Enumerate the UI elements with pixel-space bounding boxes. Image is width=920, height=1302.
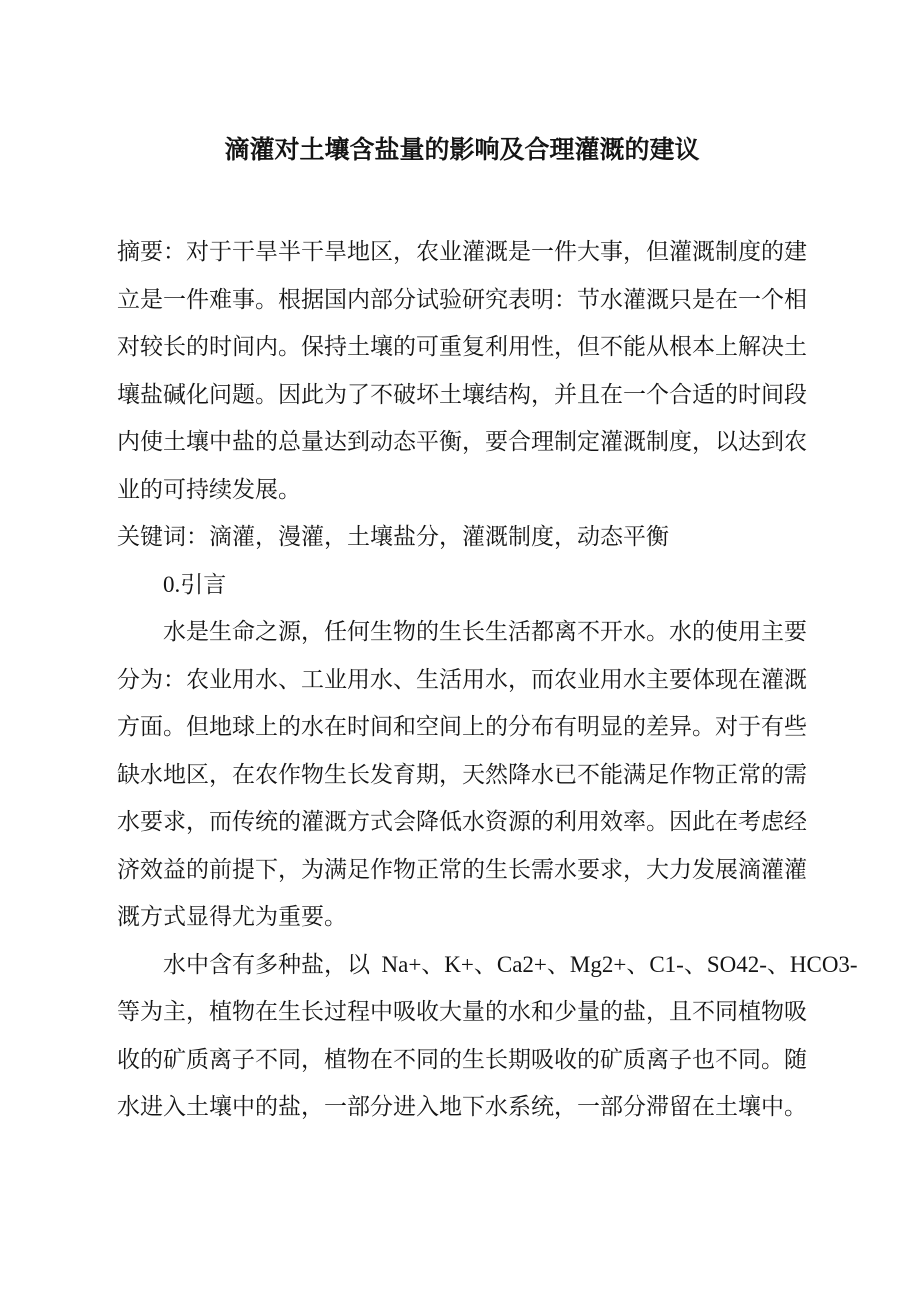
text-line: 方面。但地球上的水在时间和空间上的分布有明显的差异。对于有些 (117, 714, 807, 739)
text-line: 壤盐碱化问题。因此为了不破坏土壤结构，并且在一个合适的时间段 (117, 381, 807, 407)
text-line: 立是一件难事。根据国内部分试验研究表明：节水灌溉只是在一个相 (117, 286, 807, 312)
text-line: 水要求，而传统的灌溉方式会降低水资源的利用效率。因此在考虑经 (117, 809, 807, 834)
text-line: 等为主，植物在生长过程中吸收大量的水和少量的盐，且不同植物吸 (117, 999, 807, 1024)
document-body (117, 228, 858, 1131)
text-line: 溉方式显得尤为重要。 (117, 904, 347, 929)
text-line: 收的矿质离子不同，植物在不同的生长期吸收的矿质离子也不同。随 (117, 1046, 807, 1072)
paragraph-introduction (117, 608, 807, 941)
text-line: 关键词：滴灌，漫灌，土壤盐分，灌溉制度，动态平衡 (117, 524, 669, 549)
paragraph-keywords (117, 513, 807, 561)
text-line: 水进入土壤中的盐，一部分进入地下水系统，一部分滞留在土壤中。 (117, 1094, 807, 1119)
text-line: 缺水地区，在农作物生长发育期，天然降水已不能满足作物正常的需 (117, 761, 807, 787)
document-title: 滴灌对土壤含盐量的影响及合理灌溉的建议 (224, 136, 700, 164)
text-line: 济效益的前提下，为满足作物正常的生长需水要求，大力发展滴灌灌 (117, 856, 807, 882)
text-line: 内使土壤中盐的总量达到动态平衡，要合理制定灌溉制度，以达到农 (117, 429, 807, 454)
text-line: 对较长的时间内。保持土壤的可重复利用性，但不能从根本上解决土 (117, 334, 807, 359)
paragraph-section-heading-introduction (117, 561, 807, 609)
text-line: 业的可持续发展。 (117, 476, 301, 502)
text-line: 0.引言 (163, 571, 227, 597)
text-line: 水是生命之源，任何生物的生长生活都离不开水。水的使用主要 (163, 619, 807, 644)
paragraph-salts-in-water (117, 941, 858, 1131)
text-line: 分为：农业用水、工业用水、生活用水，而农业用水主要体现在灌溉 (117, 666, 807, 692)
text-line: 摘要：对于干旱半干旱地区，农业灌溉是一件大事，但灌溉制度的建 (117, 239, 807, 264)
paragraph-abstract (117, 228, 807, 513)
text-line: 水中含有多种盐，以 Na+、K+、Ca2+、Mg2+、C1-、SO42-、HCO3- (163, 951, 858, 977)
